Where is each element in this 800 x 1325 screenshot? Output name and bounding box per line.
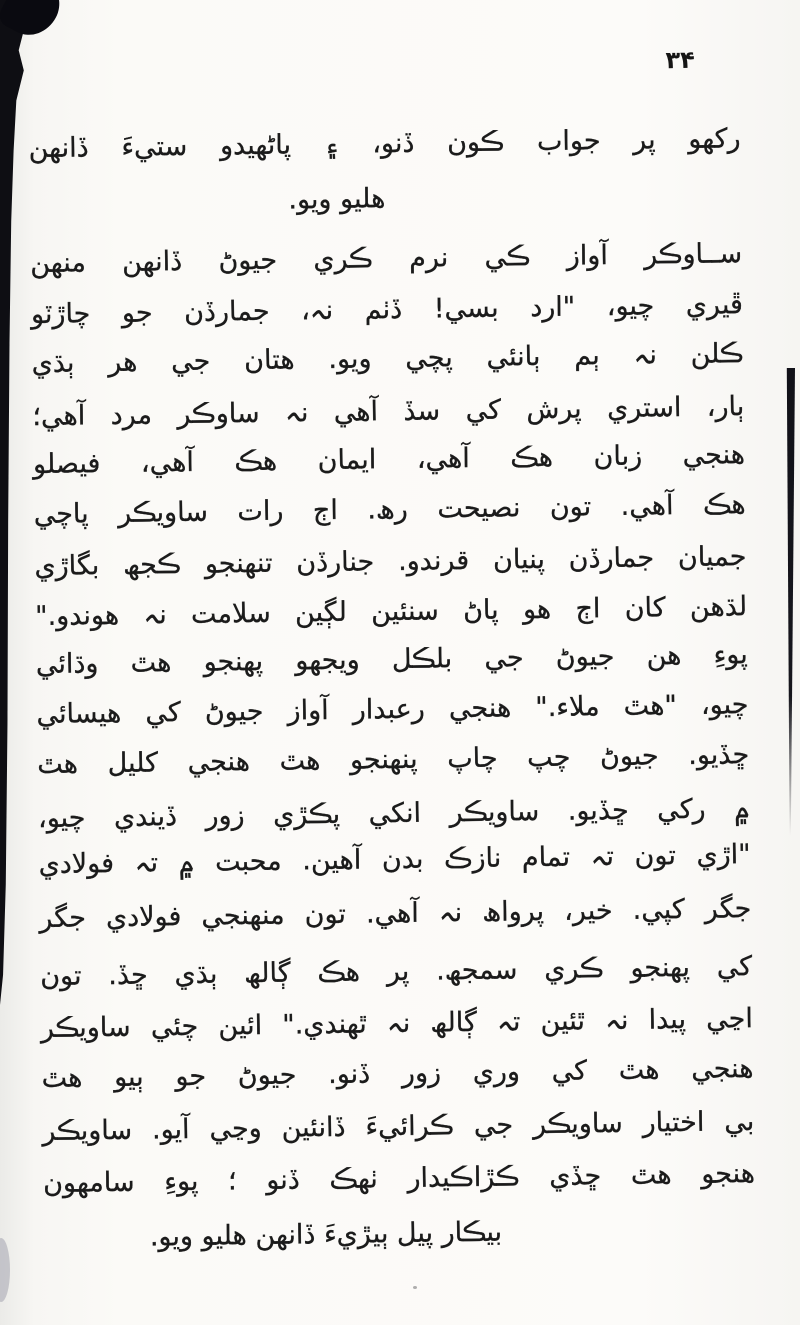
text-line-19: ھنجي ھٿ کي وري زور ڏنو. جيوڻ جو ٻيو ھٿ bbox=[41, 1053, 754, 1095]
page-number: ۳۴ bbox=[665, 45, 695, 75]
text-line-6: ٻار، استري پرش کي سڏ آھي نہ ساوڪر مرد آھي؛ bbox=[32, 391, 745, 433]
text-line-21: ھنجو ھٿ ڇڏي ڪڙاڪيدار ٺھڪ ڏنو ؛ پوءِ سامھون bbox=[42, 1158, 756, 1200]
text-line-11: پوءِ ھن جيوڻ جي بلڪل ويجھو پھنجو ھٿ وڌائي bbox=[35, 639, 748, 681]
text-line-16: جگر کپي. خير، پرواھ نہ آھي. تون منھنجي فولادي جگر bbox=[39, 893, 752, 935]
text-line-1: رکھو پر جواب ڪون ڏنو، ۽ پاڻھيدو ستيءَ ڏانھن bbox=[28, 123, 741, 165]
text-line-13: ڇڏيو. جيوڻ چپ چاپ پنھنجو ھٿ ھنجي کليل ھٿ bbox=[37, 739, 750, 781]
text-line-2: ھليو ويو. bbox=[288, 183, 386, 216]
text-line-14: ۾ رکي ڇڏيو. ساويڪر انکي پڪڙي زور ڏيندي چيو، bbox=[37, 793, 751, 835]
text-line-22: بيڪار پيل ٻيڙيءَ ڏانھن ھليو ويو. bbox=[149, 1216, 503, 1253]
text-line-4: ڦيري چيو، "ارد بسي! ڏٺم نہ، جمارڏن جو چاڙٽو bbox=[30, 289, 744, 331]
text-line-12: چيو، "ھٿ ملاء." ھنجي رعبدار آواز جيوڻ کي ھيسائي bbox=[36, 689, 749, 731]
text-line-9: جميان جمارڏن پنيان قرندو. جنارڏن تنھنجو ڪجھ بگاڙي bbox=[34, 541, 747, 583]
text-line-20: بي اختيار ساويڪر جي ڪرائيءَ ڏانئين وڃي آيو. ساويڪر bbox=[42, 1106, 755, 1148]
text-line-17: کي پھنجو ڪري سمجھ. پر ھڪ ڳالھ ٻڌي ڇڏ. تون bbox=[39, 951, 753, 993]
text-line-5: ڪلن نہ ٻم ٻانئي پچي ويو. ھتان جي ھر ٻڌي bbox=[31, 338, 744, 380]
scan-blob-bottom-left bbox=[0, 1238, 10, 1302]
text-line-18: اڃي پيدا نہ ٿئين تہ ڳالھ نہ ٿھندي." ائين چئي ساويڪر bbox=[40, 1003, 754, 1045]
text-line-10: لڌھن کان اڄ ھو پاڻ سنئين لڳين سلامت نہ ھوندو." bbox=[34, 591, 748, 633]
text-line-7: ھنجي زبان ھڪ آھي، ايمان ھڪ آھي، فيصلو bbox=[32, 439, 746, 481]
text-line-3: ســاوڪر آواز ڪي نرم ڪري جيوڻ ڏانھن منھن bbox=[30, 238, 743, 280]
text-line-15: "اڙي تون تہ تمام نازڪ بدن آھين. محبت ۾ تہ فولادي bbox=[38, 839, 751, 881]
text-line-8: ھڪ آھي. تون نصيحت رھ. اڄ رات ساويڪر پاچي bbox=[33, 489, 746, 531]
